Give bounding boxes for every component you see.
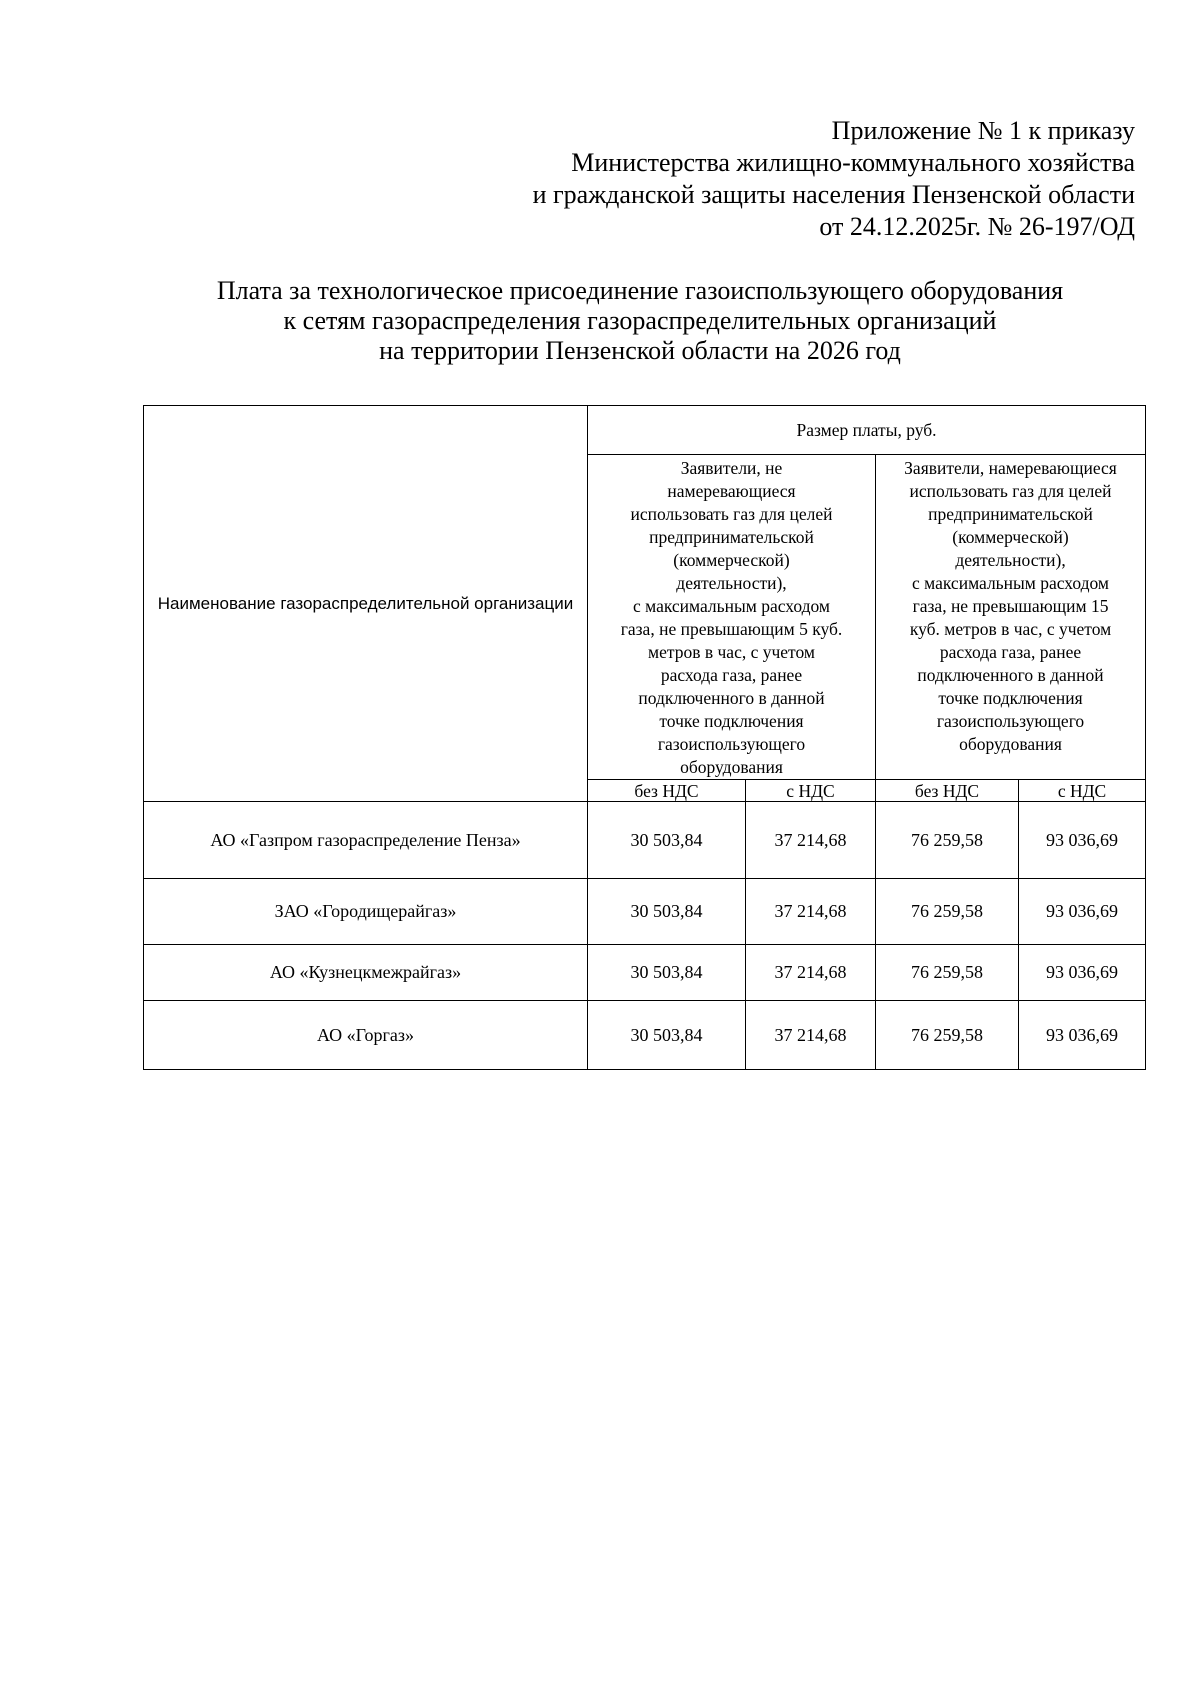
group-header-line: газоиспользующего [657, 734, 806, 754]
value-cell: 30 503,84 [588, 802, 746, 879]
group-header-line: с максимальным расходом [632, 596, 830, 616]
group-header-line: Заявители, не [680, 458, 783, 478]
group-header-line: (коммерческой) [673, 550, 790, 570]
group-header-line: газа, не превышающим 15 [912, 596, 1109, 616]
fee-table [143, 405, 1146, 1070]
group-header-up-to-5 [588, 455, 876, 780]
value-cell: 93 036,69 [1019, 879, 1146, 945]
value-cell: 76 259,58 [876, 1001, 1019, 1070]
sub-header-with-vat: с НДС [1019, 780, 1146, 802]
group-header-line: подключенного в данной [638, 688, 825, 708]
group-header-line: точке подключения [938, 688, 1083, 708]
attachment-line: Министерства жилищно-коммунального хозяйства [571, 148, 1135, 177]
group-header-line: предпринимательской [928, 504, 1093, 524]
attachment-line: Приложение № 1 к приказу [831, 116, 1135, 145]
attachment-line: и гражданской защиты населения Пензенской области [532, 180, 1135, 209]
group-header-up-to-15 [876, 455, 1146, 780]
group-header-line: оборудования [680, 757, 783, 777]
table-row [144, 879, 1146, 945]
org-column-header: Наименование газораспределительной организации [144, 406, 588, 802]
group-header-line: куб. метров в час, с учетом [909, 619, 1112, 639]
group-header-line: (коммерческой) [952, 527, 1069, 547]
value-cell: 76 259,58 [876, 802, 1019, 879]
title-line: на территории Пензенской области на 2026 год [379, 336, 901, 365]
group-header-line: газоиспользующего [936, 711, 1085, 731]
group-header-line: Заявители, намеревающиеся [904, 458, 1117, 478]
value-cell: 37 214,68 [746, 1001, 876, 1070]
org-name-cell: АО «Кузнецкмежрайгаз» [144, 945, 588, 1001]
fee-size-header: Размер платы, руб. [588, 406, 1146, 455]
group-header-line: расхода газа, ранее [660, 665, 803, 685]
group-header-line: использовать газ для целей [909, 481, 1112, 501]
attachment-reference [435, 115, 1135, 243]
group-header-line: с максимальным расходом [912, 573, 1110, 593]
value-cell: 93 036,69 [1019, 945, 1146, 1001]
value-cell: 37 214,68 [746, 879, 876, 945]
table-row [144, 945, 1146, 1001]
sub-header-without-vat: без НДС [588, 780, 746, 802]
org-name-cell: ЗАО «Городищерайгаз» [144, 879, 588, 945]
value-cell: 93 036,69 [1019, 1001, 1146, 1070]
group-header-line: деятельности), [955, 550, 1066, 570]
value-cell: 37 214,68 [746, 802, 876, 879]
value-cell: 93 036,69 [1019, 802, 1146, 879]
value-cell: 30 503,84 [588, 1001, 746, 1070]
document-title [120, 276, 1160, 366]
group-header-line: деятельности), [676, 573, 787, 593]
group-header-line: предпринимательской [649, 527, 814, 547]
table-row [144, 802, 1146, 879]
value-cell: 30 503,84 [588, 945, 746, 1001]
group-header-line: оборудования [959, 734, 1062, 754]
group-header-line: метров в час, с учетом [648, 642, 815, 662]
group-header-line: расхода газа, ранее [939, 642, 1082, 662]
value-cell: 37 214,68 [746, 945, 876, 1001]
org-name-cell: АО «Горгаз» [144, 1001, 588, 1070]
group-header-line: точке подключения [659, 711, 804, 731]
sub-header-without-vat: без НДС [876, 780, 1019, 802]
group-header-line: газа, не превышающим 5 куб. [620, 619, 843, 639]
group-header-line: подключенного в данной [917, 665, 1104, 685]
attachment-line: от 24.12.2025г. № 26-197/ОД [819, 212, 1135, 241]
group-header-line: использовать газ для целей [630, 504, 833, 524]
value-cell: 30 503,84 [588, 879, 746, 945]
title-line: к сетям газораспределения газораспределительных организаций [283, 306, 997, 335]
org-name-cell: АО «Газпром газораспределение Пенза» [144, 802, 588, 879]
title-line: Плата за технологическое присоединение газоиспользующего оборудования [216, 276, 1064, 305]
table-row [144, 1001, 1146, 1070]
value-cell: 76 259,58 [876, 945, 1019, 1001]
sub-header-with-vat: с НДС [746, 780, 876, 802]
value-cell: 76 259,58 [876, 879, 1019, 945]
group-header-line: намеревающиеся [667, 481, 796, 501]
